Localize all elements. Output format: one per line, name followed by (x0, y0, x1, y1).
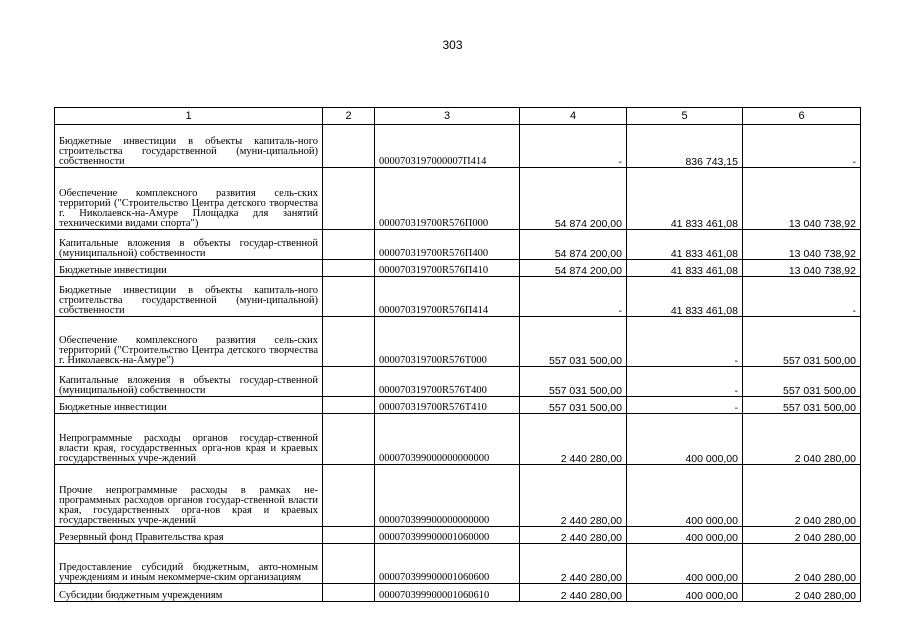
table-row (55, 168, 861, 230)
row-value-cell: 41 833 461,08 (627, 260, 743, 277)
row-name-cell: Непрограммные расходы органов государ-ственной власти края, государственных орга-нов края и краевых государственных учре-ждений (55, 414, 323, 465)
column-header: 4 (520, 108, 627, 125)
row-name-cell: Капитальные вложения в объекты государ-ственной (муниципальной) собственности (55, 367, 323, 397)
table-row (55, 527, 861, 544)
row-name-cell: Обеспечение комплексного развития сель-ских территорий ("Строительство Центра детского творчества г. Николаевск-на-Амуре Площадка для занятий техническими видами спорта") (55, 168, 323, 230)
table-row (55, 277, 861, 317)
row-col2-cell (323, 465, 375, 527)
row-name-cell: Предоставление субсидий бюджетным, авто-номным учреждениям и иным некоммерче-ским организациям (55, 544, 323, 584)
row-value-cell: 2 040 280,00 (743, 544, 861, 584)
row-value-cell: - (520, 277, 627, 317)
row-code-cell: 000070399000000000000 (375, 414, 520, 465)
row-col2-cell (323, 277, 375, 317)
table-row (55, 317, 861, 367)
row-value-cell: 400 000,00 (627, 544, 743, 584)
row-value-cell: 13 040 738,92 (743, 260, 861, 277)
row-name-cell: Обеспечение комплексного развития сель-ских территорий ("Строительство Центра детского творчества г. Николаевск-на-Амуре") (55, 317, 323, 367)
row-value-cell: 557 031 500,00 (520, 397, 627, 414)
row-value-cell: 2 040 280,00 (743, 465, 861, 527)
row-col2-cell (323, 168, 375, 230)
row-value-cell: 557 031 500,00 (520, 367, 627, 397)
row-col2-cell (323, 544, 375, 584)
row-code-cell: 000070399900001060610 (375, 584, 520, 602)
row-col2-cell (323, 260, 375, 277)
column-header: 2 (323, 108, 375, 125)
table-header-row (55, 108, 861, 125)
row-value-cell: - (520, 125, 627, 168)
row-code-cell: 000070399900001060600 (375, 544, 520, 584)
column-header: 3 (375, 108, 520, 125)
row-code-cell: 000070319700R576П414 (375, 277, 520, 317)
column-header: 5 (627, 108, 743, 125)
row-value-cell: 2 440 280,00 (520, 414, 627, 465)
row-value-cell: - (743, 125, 861, 168)
row-value-cell: 2 040 280,00 (743, 527, 861, 544)
row-col2-cell (323, 317, 375, 367)
row-value-cell: 400 000,00 (627, 527, 743, 544)
row-code-cell: 000070399900000000000 (375, 465, 520, 527)
row-name-cell: Капитальные вложения в объекты государ-ственной (муниципальной) собственности (55, 230, 323, 260)
row-value-cell: 836 743,15 (627, 125, 743, 168)
table-row (55, 465, 861, 527)
page-number: 303 (442, 38, 463, 52)
row-name-cell: Бюджетные инвестиции в объекты капиталь-ного строительства государственной (муни-ципальной) собственности (55, 125, 323, 168)
budget-table (54, 107, 861, 602)
row-col2-cell (323, 230, 375, 260)
row-value-cell: 557 031 500,00 (743, 317, 861, 367)
row-value-cell: 2 440 280,00 (520, 465, 627, 527)
row-value-cell: 557 031 500,00 (520, 317, 627, 367)
table-row (55, 544, 861, 584)
row-value-cell: 400 000,00 (627, 414, 743, 465)
row-value-cell: - (627, 367, 743, 397)
row-value-cell: - (743, 277, 861, 317)
row-name-cell: Прочие непрограммные расходы в рамках не-программных расходов органов государ-ственной власти края, государственных орга-нов края и краевых государственных учре-ждений (55, 465, 323, 527)
row-value-cell: 41 833 461,08 (627, 277, 743, 317)
table-row (55, 584, 861, 602)
row-value-cell: 2 040 280,00 (743, 584, 861, 602)
row-name-cell: Бюджетные инвестиции (55, 397, 323, 414)
column-header: 6 (743, 108, 861, 125)
row-value-cell: 41 833 461,08 (627, 168, 743, 230)
table-row (55, 367, 861, 397)
row-value-cell: - (627, 317, 743, 367)
row-value-cell: 400 000,00 (627, 584, 743, 602)
row-value-cell: 13 040 738,92 (743, 230, 861, 260)
row-value-cell: - (627, 397, 743, 414)
row-name-cell: Резервный фонд Правительства края (55, 527, 323, 544)
row-col2-cell (323, 367, 375, 397)
row-value-cell: 2 440 280,00 (520, 584, 627, 602)
row-col2-cell (323, 527, 375, 544)
row-name-cell: Субсидии бюджетным учреждениям (55, 584, 323, 602)
row-value-cell: 13 040 738,92 (743, 168, 861, 230)
row-name-cell: Бюджетные инвестиции (55, 260, 323, 277)
row-code-cell: 000070319700R576Т000 (375, 317, 520, 367)
row-col2-cell (323, 125, 375, 168)
table-row (55, 230, 861, 260)
table-row (55, 414, 861, 465)
row-code-cell: 000070319700R576Т400 (375, 367, 520, 397)
row-value-cell: 41 833 461,08 (627, 230, 743, 260)
row-col2-cell (323, 584, 375, 602)
row-code-cell: 000070399900001060000 (375, 527, 520, 544)
row-col2-cell (323, 397, 375, 414)
row-name-cell: Бюджетные инвестиции в объекты капиталь-ного строительства государственной (муни-ципальной) собственности (55, 277, 323, 317)
row-code-cell: 000070319700R576Т410 (375, 397, 520, 414)
row-code-cell: 000070319700R576П000 (375, 168, 520, 230)
row-code-cell: 0000703197000007П414 (375, 125, 520, 168)
row-value-cell: 54 874 200,00 (520, 230, 627, 260)
row-value-cell: 2 440 280,00 (520, 544, 627, 584)
row-code-cell: 000070319700R576П410 (375, 260, 520, 277)
table-row (55, 260, 861, 277)
row-value-cell: 557 031 500,00 (743, 397, 861, 414)
row-value-cell: 2 040 280,00 (743, 414, 861, 465)
row-value-cell: 557 031 500,00 (743, 367, 861, 397)
row-value-cell: 2 440 280,00 (520, 527, 627, 544)
row-value-cell: 54 874 200,00 (520, 260, 627, 277)
row-code-cell: 000070319700R576П400 (375, 230, 520, 260)
row-value-cell: 400 000,00 (627, 465, 743, 527)
column-header: 1 (55, 108, 323, 125)
table-row (55, 397, 861, 414)
table-body (55, 125, 861, 602)
row-value-cell: 54 874 200,00 (520, 168, 627, 230)
row-col2-cell (323, 414, 375, 465)
table-row (55, 125, 861, 168)
